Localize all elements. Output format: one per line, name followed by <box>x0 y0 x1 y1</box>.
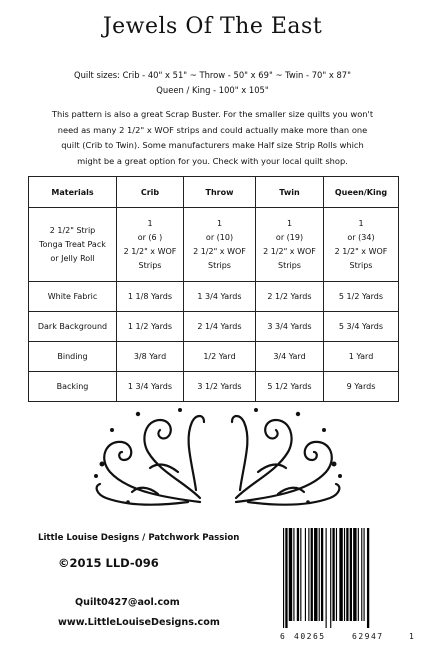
cell-line: 2 1/2" Strip <box>49 225 96 235</box>
table-cell: 1 1/2 Yards <box>117 312 184 342</box>
material-cell: White Fabric <box>29 282 117 312</box>
material-cell: Binding <box>29 342 117 372</box>
page-title: Jewels Of The East <box>102 14 323 39</box>
cell-line: 1 <box>147 218 153 228</box>
quilt-sizes <box>0 68 425 98</box>
barcode-bar <box>305 528 306 621</box>
email-address[interactable]: Quilt0427@aol.com <box>75 597 180 608</box>
cell-line: 2 1/2" x WOF <box>123 246 177 256</box>
cell-line: Strips <box>208 260 231 270</box>
cell-line: 1 <box>358 218 364 228</box>
cell-line: Strips <box>138 260 162 270</box>
barcode-bar <box>321 528 323 621</box>
header-throw: Throw <box>184 177 256 208</box>
table-row <box>29 342 399 372</box>
barcode-bar <box>311 528 313 621</box>
material-cell <box>29 208 117 282</box>
cell-line: 2 1/2" x WOF <box>263 246 316 256</box>
barcode-bar <box>332 528 334 621</box>
table-cell: 2 1/2 Yards <box>256 282 324 312</box>
header-twin: Twin <box>256 177 324 208</box>
intro-line: quilt (Crib to Twin). Some manufacturers make Half size Strip Rolls which <box>61 140 364 150</box>
cell-line: or (34) <box>347 232 375 242</box>
table-cell <box>184 208 256 282</box>
cell-line: 1 <box>286 218 293 228</box>
cell-line: Strips <box>278 260 301 270</box>
table-cell: 1 3/4 Yards <box>117 372 184 402</box>
cell-line: or (19) <box>275 232 304 242</box>
table-header-row <box>29 177 399 208</box>
cell-line: 1 <box>216 218 223 228</box>
copyright: ©2015 LLD-096 <box>58 556 159 570</box>
material-cell: Backing <box>29 372 117 402</box>
barcode-left-group: 40265 <box>294 632 326 641</box>
barcode-bar <box>289 528 292 621</box>
table-row <box>29 208 399 282</box>
barcode-bar <box>358 528 359 621</box>
right-swirl-ornament <box>228 402 348 510</box>
table-cell: 5 1/2 Yards <box>256 372 324 402</box>
table-cell: 1 3/4 Yards <box>184 282 256 312</box>
designer-name: Little Louise Designs / Patchwork Passion <box>38 533 240 543</box>
header-materials: Materials <box>29 177 117 208</box>
barcode-bar <box>339 528 342 621</box>
table-cell <box>117 208 184 282</box>
table-row <box>29 282 399 312</box>
table-cell: 3/8 Yard <box>117 342 184 372</box>
cell-line: 2 1/2" x WOF <box>193 246 246 256</box>
table-cell: 1 1/8 Yards <box>117 282 184 312</box>
quilt-sizes-line-1: Quilt sizes: Crib - 40" x 51" ~ Throw - 50" x 69" ~ Twin - 70" x 87" <box>73 70 351 80</box>
barcode-bar <box>364 528 365 621</box>
cell-line: or (6 ) <box>137 232 163 242</box>
barcode-bar <box>319 528 320 621</box>
table-cell <box>256 208 324 282</box>
intro-line: This pattern is also a great Scrap Buster. For the smaller size quilts you won't <box>51 109 374 119</box>
barcode-check-digit: 1 <box>409 632 416 641</box>
table-cell: 1/2 Yard <box>184 342 256 372</box>
intro-paragraph <box>30 107 395 169</box>
barcode-bar <box>344 528 345 621</box>
barcode-bar <box>367 528 369 628</box>
barcode-bar <box>300 528 301 621</box>
barcode-bar <box>297 528 299 621</box>
cell-line: Strips <box>349 260 373 270</box>
intro-line: might be a great option for you. Check with your local quilt shop. <box>77 155 348 166</box>
barcode-right-group: 62947 <box>352 632 384 641</box>
barcode-bar <box>346 528 348 621</box>
table-cell: 5 3/4 Yards <box>324 312 399 342</box>
website-link[interactable]: www.LittleLouiseDesigns.com <box>58 617 220 628</box>
table-cell <box>324 208 399 282</box>
cell-line: or (10) <box>205 232 234 242</box>
header-crib: Crib <box>117 177 184 208</box>
cell-line: 2 1/2" x WOF <box>334 246 388 256</box>
barcode-bar <box>293 528 294 621</box>
barcode-bar <box>361 528 362 621</box>
materials-table <box>28 176 399 402</box>
table-row <box>29 372 399 402</box>
barcode-bar <box>285 528 287 628</box>
table-cell: 2 1/4 Yards <box>184 312 256 342</box>
table-row <box>29 312 399 342</box>
barcode <box>279 528 406 628</box>
header-queen-king: Queen/King <box>324 177 399 208</box>
barcode-bar <box>330 528 331 628</box>
barcode-bar <box>308 528 309 621</box>
table-cell: 9 Yards <box>324 372 399 402</box>
cell-line: or Jelly Roll <box>50 253 95 263</box>
table-cell: 3/4 Yard <box>256 342 324 372</box>
barcode-bar <box>336 528 337 621</box>
barcode-lead-digit: 6 <box>280 632 287 641</box>
quilt-sizes-line-2: Queen / King - 100" x 105" <box>156 85 269 95</box>
left-swirl-ornament <box>88 402 208 510</box>
material-cell: Dark Background <box>29 312 117 342</box>
barcode-bar <box>326 528 327 628</box>
table-cell: 3 1/2 Yards <box>184 372 256 402</box>
cell-line: Tonga Treat Pack <box>39 239 106 249</box>
barcode-bar <box>350 528 352 621</box>
barcode-bar <box>283 528 284 628</box>
table-cell: 3 3/4 Yards <box>256 312 324 342</box>
intro-line: need as many 2 1/2" x WOF strips and could actually make more than one <box>57 124 368 135</box>
barcode-bar <box>353 528 356 621</box>
barcode-bar <box>314 528 317 621</box>
table-cell: 5 1/2 Yards <box>324 282 399 312</box>
table-cell: 1 Yard <box>324 342 399 372</box>
